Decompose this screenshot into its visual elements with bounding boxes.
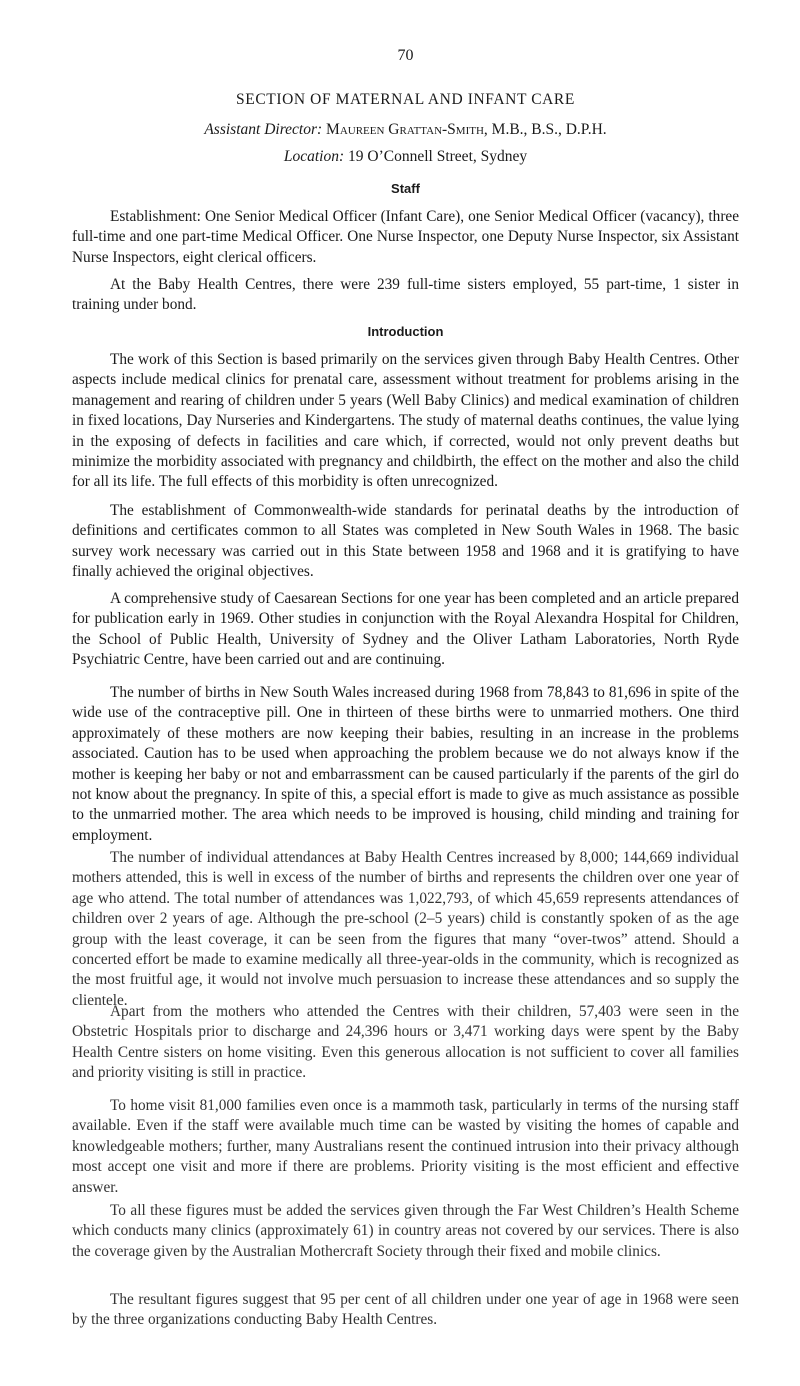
page-number: 70 xyxy=(397,47,414,64)
staff-heading: Staff xyxy=(391,181,420,196)
introduction-paragraph: To all these figures must be added the services given through the Far West Children’s Health Scheme which conducts many clinics (approximately 61) in country areas not covered by our services. There is also the coverage given by the Australian Mothercraft Society through their fixed and mobile clinics. xyxy=(72,1202,739,1260)
introduction-heading: Introduction xyxy=(367,324,444,339)
introduction-paragraph: The number of births in New South Wales increased during 1968 from 78,843 to 81,696 in spite of the wide use of the contraceptive pill. One in thirteen of these births were to unmarried mothers. One third approximately of these mothers are now keeping their babies, resulting in an increase in the problems associated. Caution has to be used when approaching the problem because we do not always know if the mother is keeping her baby or not and embarrassment can be caused particularly if the parents of the girl do not know about the pregnancy. In spite of this, a special effort is made to give as much assistance as possible to the unmarried mother. The area which needs to be improved is housing, child minding and training for employment. xyxy=(72,684,739,844)
introduction-paragraph: To home visit 81,000 families even once is a mammoth task, particularly in terms of the nursing staff available. Even if the staff were available much time can be wasted by visiting the homes of capable and knowledgeable mothers; further, many Australians resent the continued intrusion into their privacy although most accept one visit and more if there are problems. Priority visiting is the most efficient and effective answer. xyxy=(72,1097,739,1196)
introduction-paragraph: A comprehensive study of Caesarean Sections for one year has been completed and an article prepared for publication early in 1969. Other studies in conjunction with the Royal Alexandra Hospital for Children, the School of Public Health, University of Sydney and the Oliver Latham Laboratories, North Ryde Psychiatric Centre, have been carried out and are continuing. xyxy=(72,590,739,669)
introduction-paragraph: Apart from the mothers who attended the Centres with their children, 57,403 were seen in the Obstetric Hospitals prior to discharge and 24,396 hours or 3,471 working days were spent by the Baby Health Centre sisters on home visiting. Even this generous allocation is not sufficient to cover all families and priority visiting is still in practice. xyxy=(72,1003,739,1082)
staff-paragraph: Establishment: One Senior Medical Officer (Infant Care), one Senior Medical Officer (vacancy), three full-time and one part-time Medical Officer. One Nurse Inspector, one Deputy Nurse Inspector, six Assistant Nurse Inspectors, eight clerical officers. xyxy=(72,208,739,266)
director-qualifications: , M.B., B.S., D.P.H. xyxy=(483,121,607,138)
introduction-paragraph: The resultant figures suggest that 95 per cent of all children under one year of age in 1968 were seen by the three organizations conducting Baby Health Centres. xyxy=(72,1291,739,1329)
introduction-paragraph: The work of this Section is based primarily on the services given through Baby Health Centres. Other aspects include medical clinics for prenatal care, assessment without treatment for problems arising in the management and rearing of children under 5 years (Well Baby Clinics) and medical examination of children in fixed locations, Day Nurseries and Kindergartens. The study of maternal deaths continues, the value lying in the exposing of defects in facilities and care which, if corrected, would not only prevent deaths but minimize the morbidity associated with pregnancy and childbirth, the effect on the mother and also the child for all its life. The full effects of this morbidity is often unrecognized. xyxy=(72,351,739,491)
section-title: SECTION OF MATERNAL AND INFANT CARE xyxy=(236,91,575,108)
staff-paragraph: At the Baby Health Centres, there were 239 full-time sisters employed, 55 part-time, 1 sister in training under bond. xyxy=(72,276,739,314)
director-role: Assistant Director: xyxy=(204,121,323,138)
location-role: Location: xyxy=(283,148,345,165)
introduction-paragraph: The establishment of Commonwealth-wide standards for perinatal deaths by the introduction of definitions and certificates common to all States was completed in New South Wales in 1968. The basic survey work necessary was carried out in this State between 1958 and 1968 and it is gratifying to have finally achieved the original objectives. xyxy=(72,502,739,581)
location-line xyxy=(72,148,739,166)
location-address: 19 O’Connell Street, Sydney xyxy=(348,148,528,165)
director-name: Maureen Grattan-Smith xyxy=(326,121,484,138)
assistant-director-line xyxy=(72,121,739,139)
introduction-paragraph: The number of individual attendances at Baby Health Centres increased by 8,000; 144,669 individual mothers attended, this is well in excess of the number of births and represents the children over one year of age who attend. The total number of attendances was 1,022,793, of which 45,659 represents attendances of children over 2 years of age. Although the pre-school (2–5 years) child is constantly spoken of as the age group with the least coverage, it can be seen from the figures that many “over-twos” attend. Should a concerted effort be made to examine medically all three-year-olds in the community, which is recognized as the most fruitful age, it would not involve much persuasion to increase these attendances and so supply the clientele. xyxy=(72,849,739,1009)
